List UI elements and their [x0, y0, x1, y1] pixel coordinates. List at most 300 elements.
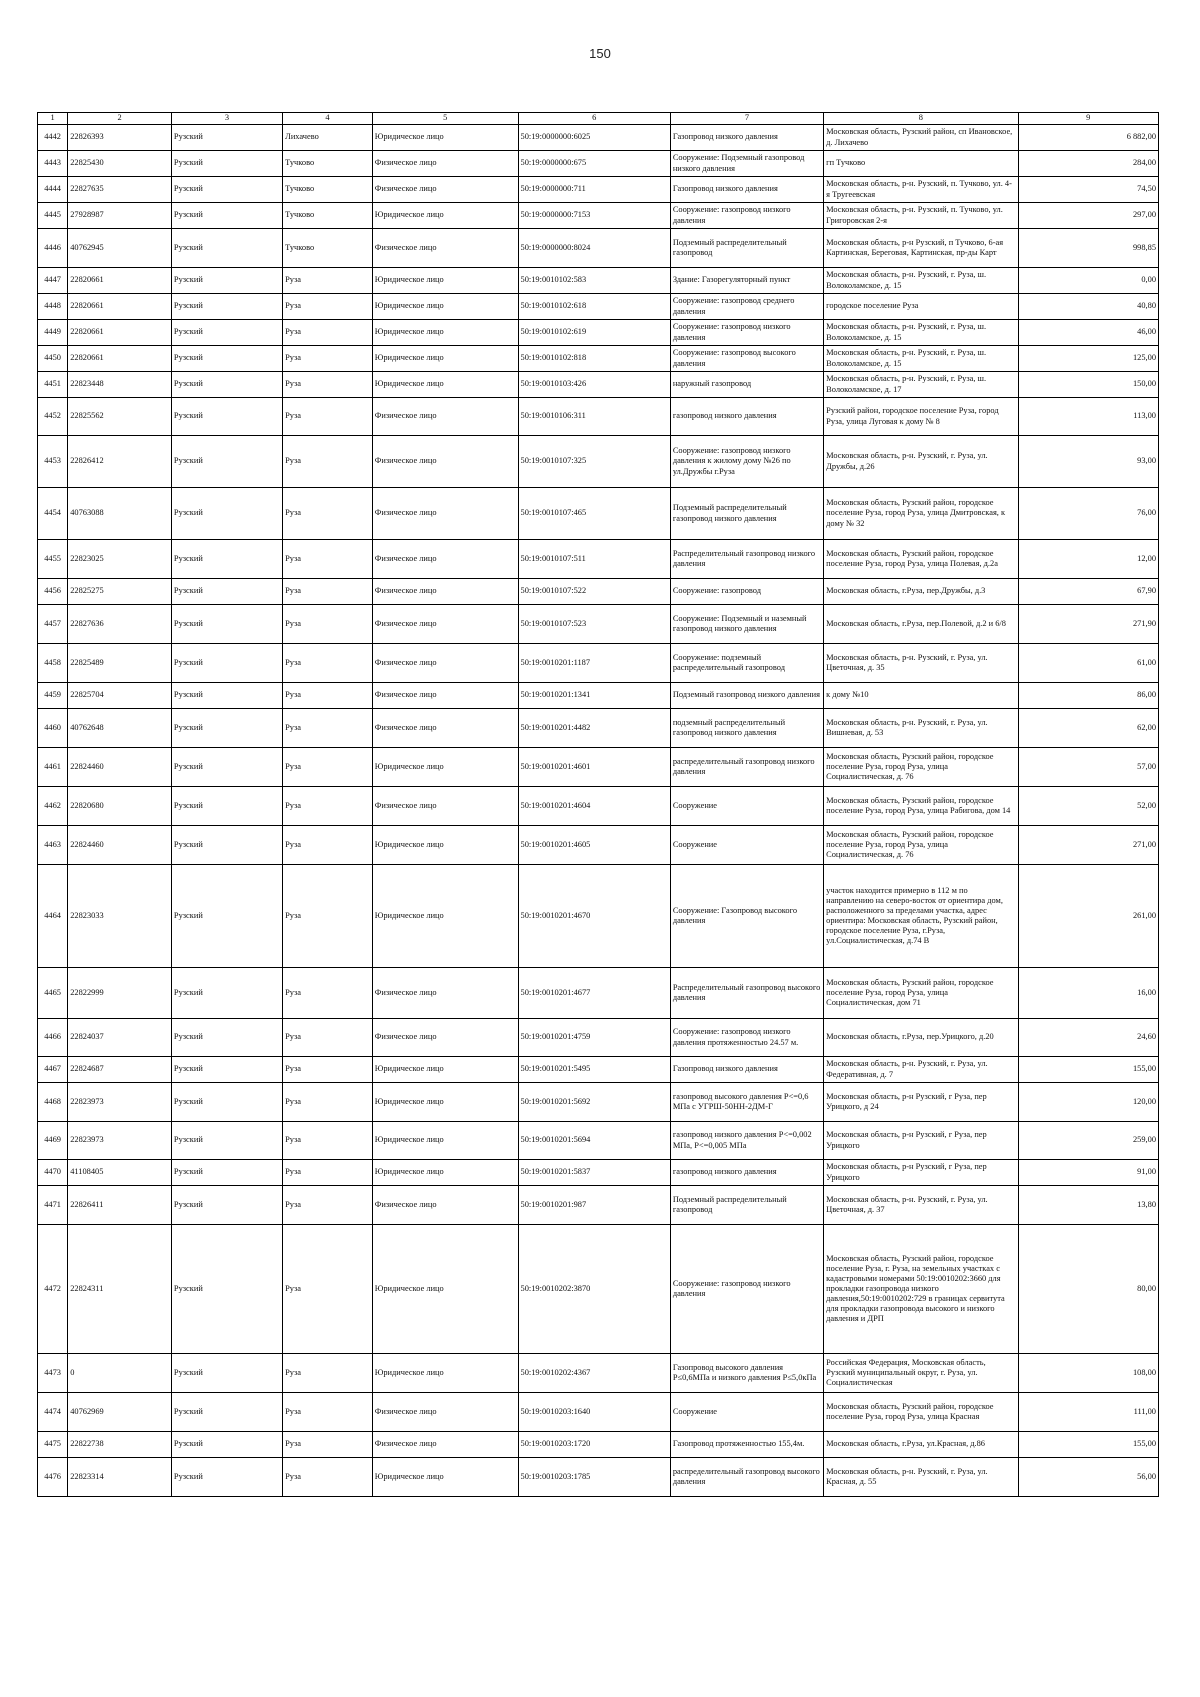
settlement-cell: Руза [283, 826, 373, 865]
row-number-cell: 4462 [38, 787, 68, 826]
address-cell: Московская область, Рузский район, городское поселение Руза, город Руза, улица Красная [824, 1393, 1018, 1432]
settlement-cell: Тучково [283, 177, 373, 203]
cadastral-number-cell: 50:19:0010201:987 [518, 1186, 670, 1225]
table-row [38, 748, 1159, 787]
row-number-cell: 4443 [38, 151, 68, 177]
length-cell: 16,00 [1018, 968, 1158, 1019]
address-cell: Московская область, Рузский район, городское поселение Руза, город Руза, улица Дмитровская, к дому № 32 [824, 488, 1018, 540]
table-row [38, 229, 1159, 268]
cadastral-number-cell: 50:19:0010201:5692 [518, 1083, 670, 1122]
cadastral-number-cell: 50:19:0010107:465 [518, 488, 670, 540]
table-row [38, 1432, 1159, 1458]
row-number-cell: 4476 [38, 1458, 68, 1497]
owner-type-cell: Физическое лицо [372, 151, 518, 177]
settlement-cell: Руза [283, 1019, 373, 1057]
address-cell: Московская область, г.Руза, пер.Дружбы, д.3 [824, 579, 1018, 605]
code-cell: 22820680 [68, 787, 172, 826]
object-description-cell: распределительный газопровод высокого давления [670, 1458, 823, 1497]
cadastral-number-cell: 50:19:0010202:3870 [518, 1225, 670, 1354]
code-cell: 22823314 [68, 1458, 172, 1497]
address-cell: Рузский район, городское поселение Руза, город Руза, улица Луговая к дому № 8 [824, 398, 1018, 436]
length-cell: 57,00 [1018, 748, 1158, 787]
object-description-cell: Подземный газопровод низкого давления [670, 683, 823, 709]
row-number-cell: 4448 [38, 294, 68, 320]
table-row [38, 125, 1159, 151]
owner-type-cell: Юридическое лицо [372, 826, 518, 865]
settlement-cell: Руза [283, 968, 373, 1019]
code-cell: 40762945 [68, 229, 172, 268]
address-cell: к дому №10 [824, 683, 1018, 709]
length-cell: 111,00 [1018, 1393, 1158, 1432]
cadastral-number-cell: 50:19:0010201:1341 [518, 683, 670, 709]
length-cell: 67,90 [1018, 579, 1158, 605]
settlement-cell: Руза [283, 372, 373, 398]
cadastral-number-cell: 50:19:0010201:4605 [518, 826, 670, 865]
district-cell: Рузский [171, 372, 282, 398]
row-number-cell: 4445 [38, 203, 68, 229]
row-number-cell: 4466 [38, 1019, 68, 1057]
table-row [38, 1186, 1159, 1225]
code-cell: 22827635 [68, 177, 172, 203]
code-cell: 22822999 [68, 968, 172, 1019]
code-cell: 22825489 [68, 644, 172, 683]
page-number: 150 [589, 46, 611, 61]
length-cell: 80,00 [1018, 1225, 1158, 1354]
address-cell: Московская область, р-н. Рузский, г. Руза, ш. Волоколамское, д. 17 [824, 372, 1018, 398]
length-cell: 0,00 [1018, 268, 1158, 294]
table-row [38, 436, 1159, 488]
object-description-cell: Газопровод высокого давления Р≤0,6МПа и низкого давления Р≤5,0кПа [670, 1354, 823, 1393]
table-body [38, 125, 1159, 1497]
cadastral-number-cell: 50:19:0010107:523 [518, 605, 670, 644]
address-cell: Московская область, Рузский район, городское поселение Руза, город Руза, улица Социалистическая, дом 71 [824, 968, 1018, 1019]
settlement-cell: Руза [283, 436, 373, 488]
district-cell: Рузский [171, 748, 282, 787]
owner-type-cell: Физическое лицо [372, 968, 518, 1019]
settlement-cell: Тучково [283, 203, 373, 229]
owner-type-cell: Физическое лицо [372, 398, 518, 436]
settlement-cell: Тучково [283, 151, 373, 177]
length-cell: 271,00 [1018, 826, 1158, 865]
code-cell: 22825430 [68, 151, 172, 177]
row-number-cell: 4471 [38, 1186, 68, 1225]
owner-type-cell: Физическое лицо [372, 1019, 518, 1057]
owner-type-cell: Юридическое лицо [372, 865, 518, 968]
code-cell: 22823033 [68, 865, 172, 968]
length-cell: 297,00 [1018, 203, 1158, 229]
length-cell: 12,00 [1018, 540, 1158, 579]
settlement-cell: Руза [283, 540, 373, 579]
owner-type-cell: Юридическое лицо [372, 1122, 518, 1160]
settlement-cell: Руза [283, 488, 373, 540]
row-number-cell: 4454 [38, 488, 68, 540]
district-cell: Рузский [171, 1083, 282, 1122]
district-cell: Рузский [171, 579, 282, 605]
length-cell: 74,50 [1018, 177, 1158, 203]
table-row [38, 346, 1159, 372]
length-cell: 56,00 [1018, 1458, 1158, 1497]
district-cell: Рузский [171, 1354, 282, 1393]
row-number-cell: 4455 [38, 540, 68, 579]
object-description-cell: Газопровод протяженностью 155,4м. [670, 1432, 823, 1458]
row-number-cell: 4467 [38, 1057, 68, 1083]
settlement-cell: Руза [283, 1057, 373, 1083]
length-cell: 284,00 [1018, 151, 1158, 177]
cadastral-number-cell: 50:19:0000000:7153 [518, 203, 670, 229]
table-row [38, 605, 1159, 644]
row-number-cell: 4472 [38, 1225, 68, 1354]
code-cell: 22820661 [68, 346, 172, 372]
table-row [38, 488, 1159, 540]
row-number-cell: 4465 [38, 968, 68, 1019]
cadastral-number-cell: 50:19:0010107:522 [518, 579, 670, 605]
owner-type-cell: Юридическое лицо [372, 268, 518, 294]
district-cell: Рузский [171, 644, 282, 683]
address-cell: Московская область, р-н. Рузский, г. Руза, ш. Волоколамское, д. 15 [824, 268, 1018, 294]
column-number-header: 3 [171, 113, 282, 125]
address-cell: Московская область, р-н. Рузский, г. Руза, ул. Цветочная, д. 35 [824, 644, 1018, 683]
address-cell: Московская область, р-н Рузский, г Руза, пер Урицкого, д 24 [824, 1083, 1018, 1122]
cadastral-number-cell: 50:19:0010103:426 [518, 372, 670, 398]
settlement-cell: Руза [283, 268, 373, 294]
settlement-cell: Руза [283, 1160, 373, 1186]
code-cell: 22825704 [68, 683, 172, 709]
object-description-cell: наружный газопровод [670, 372, 823, 398]
owner-type-cell: Физическое лицо [372, 488, 518, 540]
owner-type-cell: Юридическое лицо [372, 748, 518, 787]
settlement-cell: Руза [283, 787, 373, 826]
cadastral-number-cell: 50:19:0010201:4604 [518, 787, 670, 826]
object-description-cell: Сооружение: подземный распределительный газопровод [670, 644, 823, 683]
length-cell: 13,80 [1018, 1186, 1158, 1225]
object-description-cell: Сооружение: Подземный и наземный газопровод низкого давления [670, 605, 823, 644]
district-cell: Рузский [171, 398, 282, 436]
object-description-cell: Сооружение [670, 826, 823, 865]
address-cell: Московская область, Рузский район, городское поселение Руза, г. Руза, на земельных участках с кадастровыми номерами 50:19:0010202:3660 для прокладки газопровода низкого давления,50:19:0010202:729 в границах сервитута для прокладки газопровода высокого и низкого давления и ДРП [824, 1225, 1018, 1354]
object-description-cell: Сооружение: газопровод низкого давления протяженностью 24.57 м. [670, 1019, 823, 1057]
row-number-cell: 4457 [38, 605, 68, 644]
row-number-cell: 4451 [38, 372, 68, 398]
column-number-header: 1 [38, 113, 68, 125]
column-number-header: 4 [283, 113, 373, 125]
cadastral-number-cell: 50:19:0000000:8024 [518, 229, 670, 268]
address-cell: гп Тучково [824, 151, 1018, 177]
object-description-cell: распределительный газопровод низкого давления [670, 748, 823, 787]
district-cell: Рузский [171, 787, 282, 826]
owner-type-cell: Юридическое лицо [372, 1057, 518, 1083]
length-cell: 120,00 [1018, 1083, 1158, 1122]
district-cell: Рузский [171, 1393, 282, 1432]
district-cell: Рузский [171, 1160, 282, 1186]
cadastral-number-cell: 50:19:0000000:675 [518, 151, 670, 177]
table-row [38, 1019, 1159, 1057]
owner-type-cell: Юридическое лицо [372, 1458, 518, 1497]
district-cell: Рузский [171, 605, 282, 644]
length-cell: 125,00 [1018, 346, 1158, 372]
object-description-cell: Подземный распределительный газопровод [670, 229, 823, 268]
object-description-cell: подземный распределительный газопровод низкого давления [670, 709, 823, 748]
owner-type-cell: Физическое лицо [372, 1186, 518, 1225]
length-cell: 24,60 [1018, 1019, 1158, 1057]
code-cell: 22823973 [68, 1083, 172, 1122]
length-cell: 6 882,00 [1018, 125, 1158, 151]
cadastral-number-cell: 50:19:0010201:5495 [518, 1057, 670, 1083]
address-cell: Московская область, г.Руза, пер.Полевой, д.2 и 6/8 [824, 605, 1018, 644]
district-cell: Рузский [171, 151, 282, 177]
address-cell: Московская область, р-н. Рузский, г. Руза, ш. Волоколамское, д. 15 [824, 320, 1018, 346]
code-cell: 22825562 [68, 398, 172, 436]
address-cell: Московская область, Рузский район, городское поселение Руза, город Руза, улица Рабигова, дом 14 [824, 787, 1018, 826]
settlement-cell: Руза [283, 294, 373, 320]
code-cell: 27928987 [68, 203, 172, 229]
row-number-cell: 4444 [38, 177, 68, 203]
column-number-header: 2 [68, 113, 172, 125]
column-number-header: 8 [824, 113, 1018, 125]
district-cell: Рузский [171, 229, 282, 268]
district-cell: Рузский [171, 203, 282, 229]
district-cell: Рузский [171, 968, 282, 1019]
row-number-cell: 4447 [38, 268, 68, 294]
cadastral-number-cell: 50:19:0010201:4670 [518, 865, 670, 968]
cadastral-number-cell: 50:19:0010202:4367 [518, 1354, 670, 1393]
table-row [38, 398, 1159, 436]
code-cell: 40762969 [68, 1393, 172, 1432]
cadastral-number-cell: 50:19:0010102:583 [518, 268, 670, 294]
settlement-cell: Руза [283, 346, 373, 372]
table-row [38, 1393, 1159, 1432]
table-row [38, 826, 1159, 865]
cadastral-number-cell: 50:19:0010203:1640 [518, 1393, 670, 1432]
table-row [38, 1057, 1159, 1083]
settlement-cell: Руза [283, 1083, 373, 1122]
cadastral-number-cell: 50:19:0010203:1720 [518, 1432, 670, 1458]
table-row [38, 683, 1159, 709]
table-row [38, 787, 1159, 826]
cadastral-number-cell: 50:19:0010201:5837 [518, 1160, 670, 1186]
table-row [38, 968, 1159, 1019]
table-row [38, 865, 1159, 968]
object-description-cell: Сооружение: Газопровод высокого давления [670, 865, 823, 968]
code-cell: 22826412 [68, 436, 172, 488]
cadastral-number-cell: 50:19:0000000:6025 [518, 125, 670, 151]
code-cell: 40763088 [68, 488, 172, 540]
row-number-cell: 4456 [38, 579, 68, 605]
district-cell: Рузский [171, 683, 282, 709]
owner-type-cell: Физическое лицо [372, 177, 518, 203]
settlement-cell: Руза [283, 1432, 373, 1458]
settlement-cell: Руза [283, 683, 373, 709]
length-cell: 150,00 [1018, 372, 1158, 398]
settlement-cell: Руза [283, 1225, 373, 1354]
row-number-cell: 4473 [38, 1354, 68, 1393]
address-cell: Московская область, р-н. Рузский, г. Руза, ул. Федеративная, д. 7 [824, 1057, 1018, 1083]
settlement-cell: Руза [283, 605, 373, 644]
length-cell: 998,85 [1018, 229, 1158, 268]
owner-type-cell: Юридическое лицо [372, 294, 518, 320]
length-cell: 86,00 [1018, 683, 1158, 709]
object-description-cell: Газопровод низкого давления [670, 125, 823, 151]
cadastral-number-cell: 50:19:0010102:818 [518, 346, 670, 372]
object-description-cell: Сооружение [670, 787, 823, 826]
district-cell: Рузский [171, 320, 282, 346]
object-description-cell: газопровод низкого давления [670, 398, 823, 436]
code-cell: 22820661 [68, 320, 172, 346]
owner-type-cell: Юридическое лицо [372, 1354, 518, 1393]
settlement-cell: Руза [283, 1393, 373, 1432]
district-cell: Рузский [171, 1122, 282, 1160]
address-cell: Московская область, Рузский район, городское поселение Руза, город Руза, улица Социалистическая, д. 76 [824, 748, 1018, 787]
owner-type-cell: Физическое лицо [372, 605, 518, 644]
owner-type-cell: Юридическое лицо [372, 1225, 518, 1354]
settlement-cell: Руза [283, 865, 373, 968]
address-cell: участок находится примерно в 112 м по направлению на северо-восток от ориентира дом, расположенного за пределами участка, адрес ориентира: Московская область, Рузский район, городское поселение Руза, г.Руза, ул.Социалистическая, д.74 В [824, 865, 1018, 968]
code-cell: 0 [68, 1354, 172, 1393]
row-number-cell: 4474 [38, 1393, 68, 1432]
table-row [38, 177, 1159, 203]
row-number-cell: 4469 [38, 1122, 68, 1160]
address-cell: Московская область, г.Руза, ул.Красная, д.86 [824, 1432, 1018, 1458]
cadastral-number-cell: 50:19:0010102:619 [518, 320, 670, 346]
district-cell: Рузский [171, 488, 282, 540]
object-description-cell: Газопровод низкого давления [670, 177, 823, 203]
code-cell: 22824311 [68, 1225, 172, 1354]
length-cell: 40,80 [1018, 294, 1158, 320]
length-cell: 46,00 [1018, 320, 1158, 346]
table-row [38, 268, 1159, 294]
object-description-cell: Распределительный газопровод низкого давления [670, 540, 823, 579]
header-row [38, 113, 1159, 125]
length-cell: 261,00 [1018, 865, 1158, 968]
address-cell: Российская Федерация, Московская область, Рузский муниципальный округ, г. Руза, ул. Социалистическая [824, 1354, 1018, 1393]
object-description-cell: Сооружение: газопровод высокого давления [670, 346, 823, 372]
owner-type-cell: Физическое лицо [372, 1432, 518, 1458]
table-row [38, 203, 1159, 229]
table-row [38, 294, 1159, 320]
address-cell: Московская область, р-н. Рузский, п. Тучково, ул. 4-я Тругеевская [824, 177, 1018, 203]
gas-pipeline-register-table [37, 112, 1159, 1497]
code-cell: 40762648 [68, 709, 172, 748]
code-cell: 22824460 [68, 748, 172, 787]
table-row [38, 1458, 1159, 1497]
settlement-cell: Тучково [283, 229, 373, 268]
district-cell: Рузский [171, 1432, 282, 1458]
owner-type-cell: Физическое лицо [372, 436, 518, 488]
row-number-cell: 4450 [38, 346, 68, 372]
address-cell: Московская область, р-н. Рузский, п. Тучково, ул. Григоровская 2-я [824, 203, 1018, 229]
owner-type-cell: Физическое лицо [372, 683, 518, 709]
cadastral-number-cell: 50:19:0010102:618 [518, 294, 670, 320]
address-cell: Московская область, Рузский район, городское поселение Руза, город Руза, улица Полевая, д.2а [824, 540, 1018, 579]
row-number-cell: 4449 [38, 320, 68, 346]
district-cell: Рузский [171, 1225, 282, 1354]
address-cell: Московская область, р-н Рузский, п Тучково, 6-ая Картинская, Береговая, Картинская, пр-ды Карт [824, 229, 1018, 268]
length-cell: 155,00 [1018, 1432, 1158, 1458]
owner-type-cell: Физическое лицо [372, 579, 518, 605]
length-cell: 93,00 [1018, 436, 1158, 488]
code-cell: 22820661 [68, 294, 172, 320]
row-number-cell: 4475 [38, 1432, 68, 1458]
table-row [38, 1083, 1159, 1122]
district-cell: Рузский [171, 294, 282, 320]
object-description-cell: Сооружение: газопровод низкого давления [670, 1225, 823, 1354]
length-cell: 76,00 [1018, 488, 1158, 540]
object-description-cell: Сооружение: газопровод низкого давления [670, 320, 823, 346]
column-number-header: 5 [372, 113, 518, 125]
settlement-cell: Руза [283, 1122, 373, 1160]
settlement-cell: Руза [283, 579, 373, 605]
settlement-cell: Руза [283, 709, 373, 748]
object-description-cell: газопровод низкого давления Р<=0,002 МПа, Р<=0,005 МПа [670, 1122, 823, 1160]
object-description-cell: Здание: Газорегуляторный пункт [670, 268, 823, 294]
code-cell: 22823973 [68, 1122, 172, 1160]
table-row [38, 372, 1159, 398]
owner-type-cell: Юридическое лицо [372, 320, 518, 346]
owner-type-cell: Юридическое лицо [372, 203, 518, 229]
owner-type-cell: Физическое лицо [372, 644, 518, 683]
code-cell: 22824687 [68, 1057, 172, 1083]
code-cell: 22823448 [68, 372, 172, 398]
district-cell: Рузский [171, 268, 282, 294]
length-cell: 62,00 [1018, 709, 1158, 748]
object-description-cell: Сооружение [670, 1393, 823, 1432]
address-cell: Московская область, р-н. Рузский, г. Руза, ул. Вишневая, д. 53 [824, 709, 1018, 748]
cadastral-number-cell: 50:19:0010201:1187 [518, 644, 670, 683]
settlement-cell: Лихачево [283, 125, 373, 151]
table-row [38, 644, 1159, 683]
length-cell: 52,00 [1018, 787, 1158, 826]
table-row [38, 540, 1159, 579]
district-cell: Рузский [171, 540, 282, 579]
table-row [38, 151, 1159, 177]
table-row [38, 1225, 1159, 1354]
settlement-cell: Руза [283, 748, 373, 787]
object-description-cell: газопровод высокого давления Р<=0,6 МПа с УГРШ-50НН-2ДМ-Г [670, 1083, 823, 1122]
table-row [38, 579, 1159, 605]
code-cell: 22820661 [68, 268, 172, 294]
row-number-cell: 4452 [38, 398, 68, 436]
district-cell: Рузский [171, 1019, 282, 1057]
row-number-cell: 4460 [38, 709, 68, 748]
object-description-cell: Сооружение: газопровод [670, 579, 823, 605]
code-cell: 22827636 [68, 605, 172, 644]
column-number-header: 6 [518, 113, 670, 125]
address-cell: Московская область, р-н. Рузский, г. Руза, ул. Дружбы, д.26 [824, 436, 1018, 488]
cadastral-number-cell: 50:19:0000000:711 [518, 177, 670, 203]
table-row [38, 1122, 1159, 1160]
row-number-cell: 4459 [38, 683, 68, 709]
owner-type-cell: Физическое лицо [372, 1393, 518, 1432]
owner-type-cell: Физическое лицо [372, 540, 518, 579]
row-number-cell: 4458 [38, 644, 68, 683]
district-cell: Рузский [171, 826, 282, 865]
object-description-cell: Подземный распределительный газопровод низкого давления [670, 488, 823, 540]
row-number-cell: 4461 [38, 748, 68, 787]
settlement-cell: Руза [283, 398, 373, 436]
length-cell: 271,90 [1018, 605, 1158, 644]
object-description-cell: газопровод низкого давления [670, 1160, 823, 1186]
settlement-cell: Руза [283, 1354, 373, 1393]
address-cell: Московская область, р-н. Рузский, г. Руза, ш. Волоколамское, д. 15 [824, 346, 1018, 372]
length-cell: 108,00 [1018, 1354, 1158, 1393]
object-description-cell: Сооружение: газопровод среднего давления [670, 294, 823, 320]
address-cell: Московская область, р-н. Рузский, г. Руза, ул. Красная, д. 55 [824, 1458, 1018, 1497]
table-row [38, 1160, 1159, 1186]
cadastral-number-cell: 50:19:0010201:4677 [518, 968, 670, 1019]
row-number-cell: 4446 [38, 229, 68, 268]
address-cell: Московская область, Рузский район, городское поселение Руза, город Руза, улица Социалистическая, д. 76 [824, 826, 1018, 865]
object-description-cell: Сооружение: газопровод низкого давления [670, 203, 823, 229]
code-cell: 22822738 [68, 1432, 172, 1458]
